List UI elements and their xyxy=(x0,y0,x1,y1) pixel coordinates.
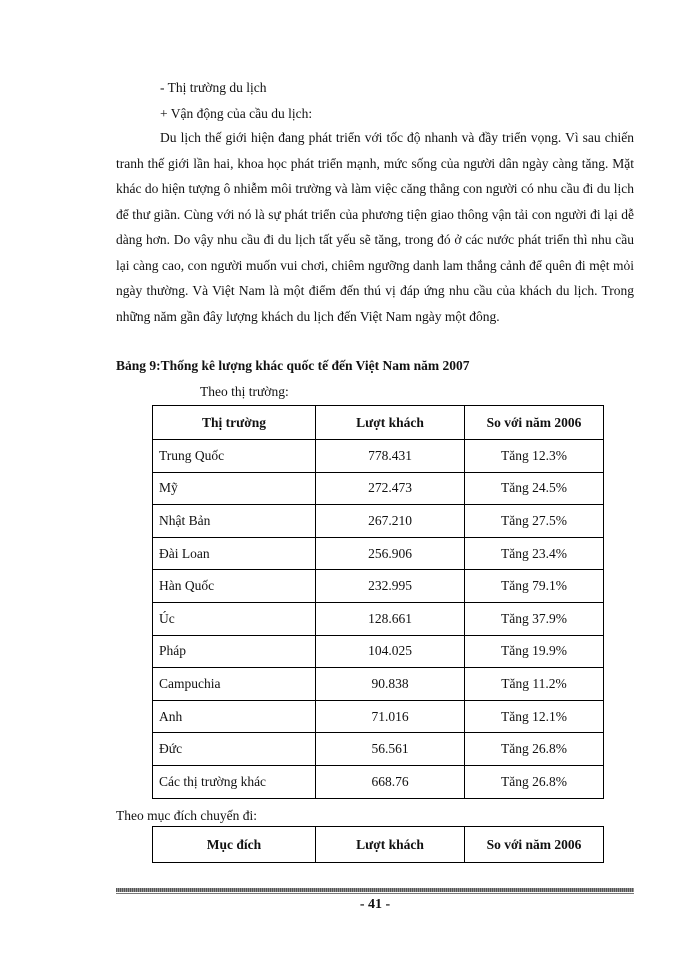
cell-market: Trung Quốc xyxy=(153,440,316,473)
cell-visitors: 668.76 xyxy=(316,765,465,798)
header-purpose: Mục đích xyxy=(153,827,316,863)
table-row xyxy=(153,602,604,635)
cell-visitors: 778.431 xyxy=(316,440,465,473)
cell-change: Tăng 12.3% xyxy=(465,440,604,473)
cell-market: Pháp xyxy=(153,635,316,668)
bullet-market: - Thị trường du lịch xyxy=(160,80,267,95)
footer-rule xyxy=(116,888,634,892)
table-row xyxy=(153,537,604,570)
bullet-demand: + Vận động của cầu du lịch: xyxy=(160,106,313,121)
subtitle-by-market: Theo thị trường: xyxy=(200,384,289,399)
table-row xyxy=(153,733,604,766)
header-market: Thị trường xyxy=(153,406,316,440)
table-row xyxy=(153,765,604,798)
table-row xyxy=(153,668,604,701)
cell-visitors: 256.906 xyxy=(316,537,465,570)
market-table-header xyxy=(153,406,604,440)
body-paragraph: Du lịch thế giới hiện đang phát triển với tốc độ nhanh và đầy triển vọng. Vì sau chiến tranh thế giới lần hai, khoa học phát triển mạnh, mức sống của người dân ngày càng tăng. Mặt khác do hiện tượng ô nhiễm môi trường và làm việc căng thẳng con người có nhu cầu đi du lịch để thư giãn. Cùng với nó là sự phát triển của phương tiện giao thông vận tải con người đi lại dễ dàng hơn. Do vậy nhu cầu đi du lịch tất yếu sẽ tăng, trong đó ở các nước phát triển thì nhu cầu lại càng cao, con người muốn vui chơi, chiêm ngưỡng danh lam thắng cảnh để quên đi mệt mỏi ngày thường. Và Việt Nam là một điểm đến thú vị đáp ứng nhu cầu của khách du lịch. Trong những năm gần đây lượng khách du lịch đến Việt Nam ngày một đông. xyxy=(116,130,634,324)
purpose-table xyxy=(152,826,604,863)
cell-visitors: 90.838 xyxy=(316,668,465,701)
cell-market: Hàn Quốc xyxy=(153,570,316,603)
table-row xyxy=(153,700,604,733)
cell-change: Tăng 24.5% xyxy=(465,472,604,505)
page-number: - 41 - xyxy=(359,897,391,912)
table-row xyxy=(153,505,604,538)
cell-market: Anh xyxy=(153,700,316,733)
cell-change: Tăng 12.1% xyxy=(465,700,604,733)
table-row xyxy=(153,570,604,603)
cell-market: Đài Loan xyxy=(153,537,316,570)
cell-visitors: 272.473 xyxy=(316,472,465,505)
cell-change: Tăng 19.9% xyxy=(465,635,604,668)
table-row xyxy=(153,472,604,505)
table-row xyxy=(153,440,604,473)
cell-market: Úc xyxy=(153,602,316,635)
table-row xyxy=(153,635,604,668)
cell-market: Đức xyxy=(153,733,316,766)
cell-change: Tăng 23.4% xyxy=(465,537,604,570)
cell-market: Các thị trường khác xyxy=(153,765,316,798)
cell-visitors: 71.016 xyxy=(316,700,465,733)
cell-change: Tăng 11.2% xyxy=(465,668,604,701)
market-table xyxy=(152,405,604,799)
subtitle-by-purpose: Theo mục đích chuyến đi: xyxy=(116,808,257,823)
header-visitors: Lượt khách xyxy=(316,406,465,440)
cell-visitors: 56.561 xyxy=(316,733,465,766)
cell-change: Tăng 26.8% xyxy=(465,765,604,798)
cell-change: Tăng 37.9% xyxy=(465,602,604,635)
cell-visitors: 104.025 xyxy=(316,635,465,668)
header-vs-2006: So với năm 2006 xyxy=(465,406,604,440)
purpose-table-header xyxy=(153,827,604,863)
footer-rule-thin xyxy=(116,893,634,894)
cell-visitors: 232.995 xyxy=(316,570,465,603)
cell-visitors: 267.210 xyxy=(316,505,465,538)
cell-market: Mỹ xyxy=(153,472,316,505)
cell-change: Tăng 26.8% xyxy=(465,733,604,766)
cell-market: Campuchia xyxy=(153,668,316,701)
cell-market: Nhật Bản xyxy=(153,505,316,538)
header-purpose-visitors: Lượt khách xyxy=(316,827,465,863)
cell-visitors: 128.661 xyxy=(316,602,465,635)
cell-change: Tăng 79.1% xyxy=(465,570,604,603)
table-title: Bảng 9:Thống kê lượng khác quốc tế đến Việt Nam năm 2007 xyxy=(116,358,470,373)
cell-change: Tăng 27.5% xyxy=(465,505,604,538)
header-purpose-vs-2006: So với năm 2006 xyxy=(465,827,604,863)
